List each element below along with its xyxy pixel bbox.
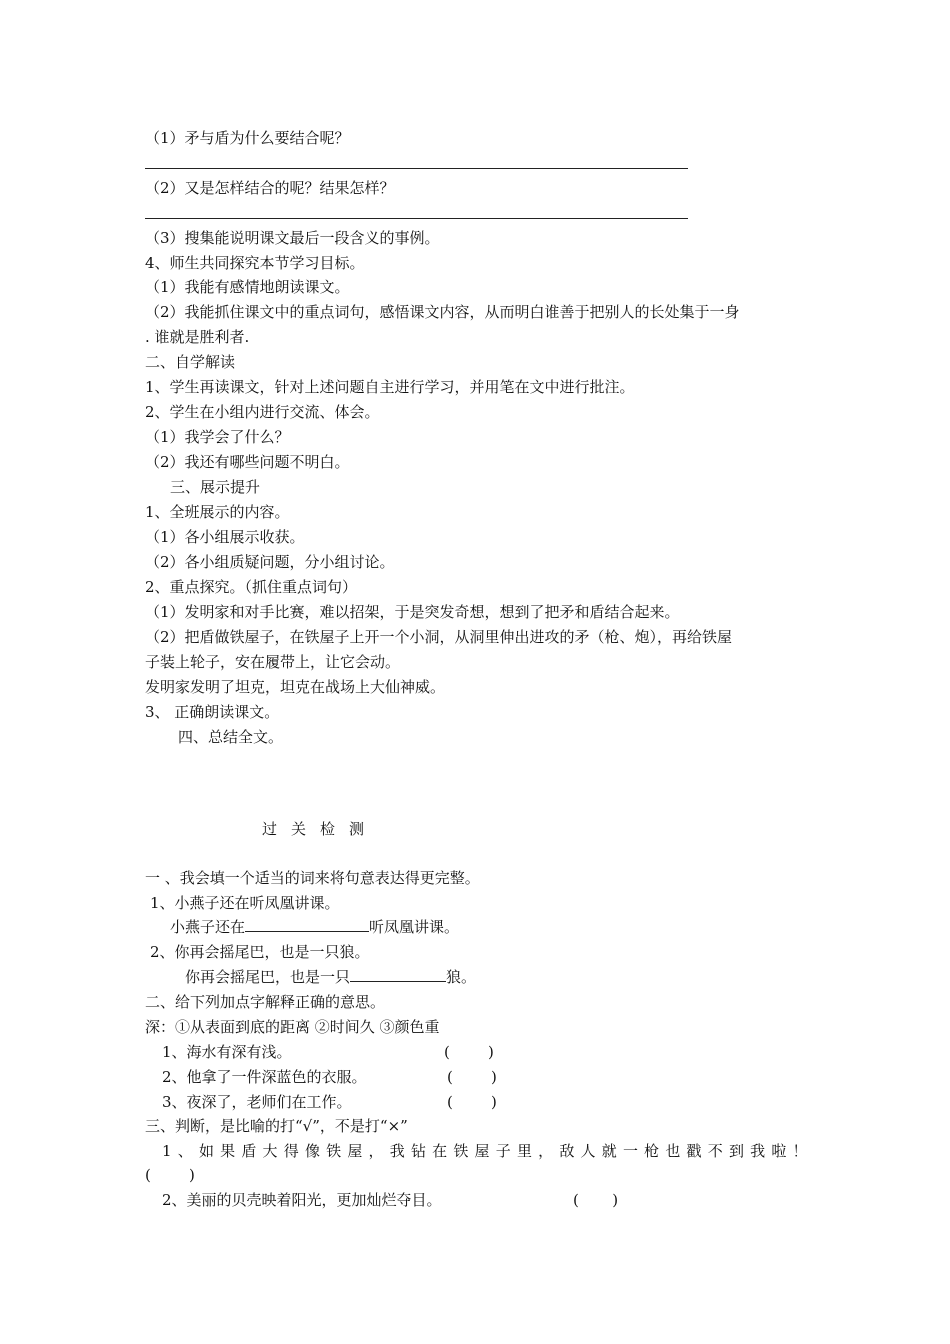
show-2c: 发明家发明了坦克，坦克在战场上大仙神威。 [145,678,446,696]
section-3-heading: 三、展示提升 [170,478,261,496]
test-section-2: 二、给下列加点字解释正确的意思。 [145,993,386,1011]
section-4-heading: 四、总结全文。 [178,728,284,746]
def-item-3: 3、夜深了，老师们在工作。 [162,1093,352,1111]
fill-item-2: 2、你再会摇尾巴，也是一只狼。 [150,943,370,961]
show-1b: （2）各小组质疑问题，分小组讨论。 [145,553,395,571]
show-1a: （1）各小组展示收获。 [145,528,305,546]
self-study-2b: （2）我还有哪些问题不明白。 [145,453,350,471]
judge-paren-1[interactable]: ( ) [145,1166,195,1184]
self-study-2a: （1）我学会了什么？ [145,428,290,446]
section-2-heading: 二、自学解读 [145,353,236,371]
question-1: （1）矛与盾为什么要结合呢？ [145,129,350,147]
fill-2-pre: 你再会摇尾巴，也是一只 [185,968,351,986]
def-item-1: 1、海水有深有浅。 [162,1043,292,1061]
fill-item-2-blank-line [185,967,476,987]
answer-line-2 [145,218,688,219]
show-3: 3、 正确朗读课文。 [145,703,280,721]
judge-paren-2[interactable]: ( ) [573,1191,619,1209]
goal-2: （2）我能抓住课文中的重点词句，感悟课文内容，从而明白谁善于把别人的长处集于一身 [145,303,740,321]
fill-1-pre: 小燕子还在 [170,918,246,936]
answer-paren-1[interactable]: ( ) [444,1043,494,1061]
self-study-1: 1、学生再读课文，针对上述问题自主进行学习，并用笔在文中进行批注。 [145,378,635,396]
test-section-3: 三、判断，是比喻的打“√”，不是打“×” [145,1117,408,1135]
definitions: 深：①从表面到底的距离 ②时间久 ③颜色重 [145,1018,440,1036]
show-2: 2、重点探究。（抓住重点词句） [145,578,358,596]
show-2b: （2）把盾做铁屋子，在铁屋子上开一个小洞，从洞里伸出进攻的矛（枪、炮），再给铁屋 [145,628,733,646]
fill-2-post: 狼。 [446,968,477,986]
goal-1: （1）我能有感情地朗读课文。 [145,278,350,296]
answer-paren-2[interactable]: ( ) [447,1068,497,1086]
fill-item-1: 1、小燕子还在听凤凰讲课。 [150,894,340,912]
self-study-2: 2、学生在小组内进行交流、体会。 [145,403,380,421]
question-2: （2）又是怎样结合的呢？结果怎样？ [145,179,395,197]
goal-2-cont: . 谁就是胜利者. [145,328,250,346]
show-1: 1、全班展示的内容。 [145,503,290,521]
fill-1-post: 听凤凰讲课。 [369,918,460,936]
question-3: （3）搜集能说明课文最后一段含义的事例。 [145,229,440,247]
show-2a: （1）发明家和对手比赛，难以招架，于是突发奇想，想到了把矛和盾结合起来。 [145,603,680,621]
show-2b-cont: 子装上轮子，安在履带上，让它会动。 [145,653,401,671]
test-section-1: 一 、我会填一个适当的词来将句意表达得更完整。 [145,869,480,887]
answer-line-1 [145,168,688,169]
answer-paren-3[interactable]: ( ) [447,1093,497,1111]
step-4: 4、师生共同探究本节学习目标。 [145,254,365,272]
fill-2-blank[interactable] [350,967,446,982]
judge-item-2: 2、美丽的贝壳映着阳光，更加灿烂夺目。 [162,1191,442,1209]
def-item-2: 2、他拿了一件深蓝色的衣服。 [162,1068,367,1086]
fill-1-blank[interactable] [245,917,369,932]
test-title: 过关检测 [262,820,379,838]
judge-item-1: 1、如果盾大得像铁屋，我钻在铁屋子里，敌人就一枪也戳不到我啦！ [162,1142,814,1160]
fill-item-1-blank-line [170,917,459,937]
